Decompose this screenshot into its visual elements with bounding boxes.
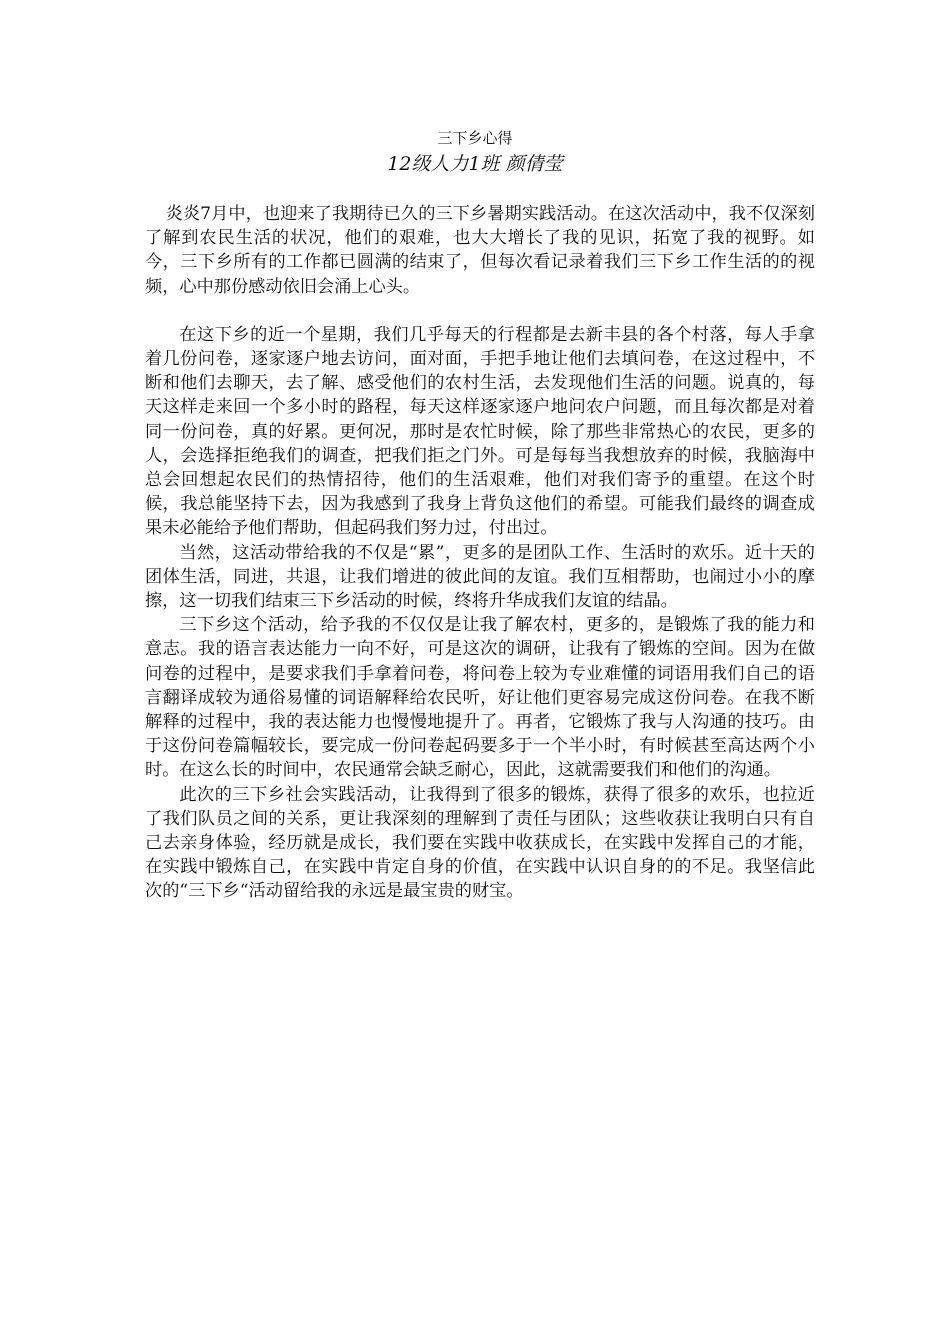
- paragraph-2: 在这下乡的近一个星期，我们几乎每天的行程都是去新丰县的各个村落，每人手拿着几份问卷，逐家逐户地去访问，面对面，手把手地让他们去填问卷，在这过程中，不断和他们去聊天，去了解、感受他们的农村生活，去发现他们生活的问题。说真的，每天这样走来回一个多小时的路程，每天这样逐家逐户地问农户问题，而且每次都是对着同一份问卷，真的好累。更何况，那时是农忙时候，除了那些非常热心的农民，更多的人，会选择拒绝我们的调查，把我们拒之门外。可是每每当我想放弃的时候，我脑海中总会回想起农民们的热情招待，他们的生活艰难，他们对我们寄予的重望。在这个时候，我总能坚持下去，因为我感到了我身上背负这他们的希望。可能我们最终的调查成果未必能给予他们帮助，但起码我们努力过，付出过。: [145, 324, 815, 539]
- document-title: 三下乡心得: [437, 129, 513, 147]
- paragraph-4: 三下乡这个活动，给予我的不仅仅是让我了解农村，更多的，是锻炼了我的能力和意志。我的语言表达能力一向不好，可是这次的调研，让我有了锻炼的空间。因为在做问卷的过程中，是要求我们手拿着问卷，将问卷上较为专业难懂的词语用我们自己的语言翻译成较为通俗易懂的词语解释给农民听，好让他们更容易完成这份问卷。在我不断解释的过程中，我的表达能力也慢慢地提升了。再者，它锻炼了我与人沟通的技巧。由于这份问卷篇幅较长，要完成一份问卷起码要多于一个半小时，有时候甚至高达两个小时。在这么长的时间中，农民通常会缺乏耐心，因此，这就需要我们和他们的沟通。: [145, 615, 815, 781]
- paragraph-1: 炎炎7月中，也迎来了我期待已久的三下乡暑期实践活动。在这次活动中，我不仅深刻了解到农民生活的状况，他们的艰难，也大大增长了我的见识，拓宽了我的视野。如今，三下乡所有的工作都已圆满的结束了，但每次看记录着我们三下乡工作生活的的视频，心中那份感动依旧会涌上心头。: [145, 204, 815, 297]
- paragraph-3: 当然，这活动带给我的不仅是“累”，更多的是团队工作、生活时的欢乐。近十天的团体生活，同进，共退，让我们增进的彼此间的友谊。我们互相帮助，也闹过小小的摩擦，这一切我们结束三下乡活动的时候，终将升华成我们友谊的结晶。: [145, 542, 815, 612]
- document-body: [145, 202, 815, 904]
- paragraph-5: 此次的三下乡社会实践活动，让我得到了很多的锻炼，获得了很多的欢乐，也拉近了我们队员之间的关系，更让我深刻的理解到了责任与团队；这些收获让我明白只有自己去亲身体验，经历就是成长，我们要在实践中收获成长，在实践中发挥自己的才能，在实践中锻炼自己，在实践中肯定自身的价值，在实践中认识自身的的不足。我坚信此次的“三下乡“活动留给我的永远是最宝贵的财宝。: [145, 784, 815, 902]
- author-line: 12级人力1班 颜倩莹: [387, 153, 563, 175]
